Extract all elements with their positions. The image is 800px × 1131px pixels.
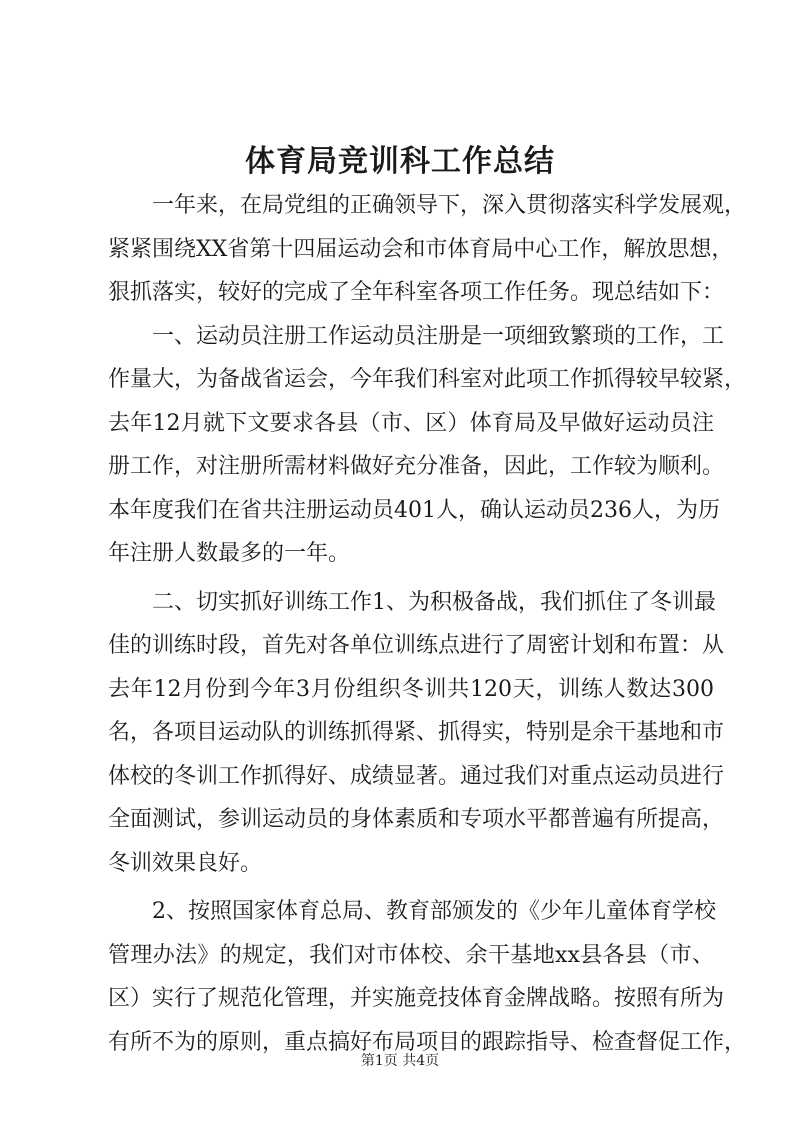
page-title: 体育局竞训科工作总结	[245, 144, 555, 179]
paragraph-line: 去年12月份到今年3月份组织冬训共120天，训练人数达300	[108, 676, 714, 702]
paragraph-line: 区）实行了规范化管理，并实施竞技体育金牌战略。按照有所为	[108, 986, 725, 1011]
paragraph-line: 紧紧围绕XX省第十四届运动会和市体育局中心工作，解放思想，	[108, 236, 734, 262]
paragraph-line: 2、按照国家体育总局、教育部颁发的《少年儿童体育学校	[152, 899, 716, 924]
paragraph-line: 佳的训练时段，首先对各单位训练点进行了周密计划和布置：从	[108, 633, 725, 658]
paragraph-line: 名，各项目运动队的训练抓得紧、抓得实，特别是余干基地和市	[108, 720, 725, 745]
paragraph-line: 一年来，在局党组的正确领导下，深入贯彻落实科学发展观，	[152, 193, 747, 218]
paragraph-line: 管理办法》的规定，我们对市体校、余干基地xx县各县（市、	[108, 942, 714, 968]
paragraph-line: 有所不为的原则，重点搞好布局项目的跟踪指导、检查督促工作，	[108, 1029, 747, 1055]
paragraph-line: 冬训效果良好。	[108, 850, 263, 876]
document-body	[108, 184, 747, 1064]
paragraph-line: 作量大，为备战省运会，今年我们科室对此项工作抓得较早较紧，	[108, 367, 747, 392]
paragraph-line: 册工作，对注册所需材料做好充分准备，因此，工作较为顺利。	[108, 454, 725, 479]
paragraph-line: 二、切实抓好训练工作1、为积极备战，我们抓住了冬训最	[152, 589, 716, 615]
paragraph-line: 一、运动员注册工作运动员注册是一项细致繁琐的工作，工	[152, 323, 725, 349]
page-footer: 第1页 共4页	[360, 1053, 440, 1069]
paragraph-line: 狠抓落实，较好的完成了全年科室各项工作任务。现总结如下：	[108, 280, 725, 305]
paragraph-line: 全面测试，参训运动员的身体素质和专项水平都普遍有所提高，	[108, 807, 725, 832]
paragraph-line: 体校的冬训工作抓得好、成绩显著。通过我们对重点运动员进行	[108, 763, 725, 789]
paragraph-line: 去年12月就下文要求各县（市、区）体育局及早做好运动员注	[108, 410, 714, 436]
paragraph-line: 本年度我们在省共注册运动员401人，确认运动员236人，为历	[108, 497, 720, 523]
paragraph-line: 年注册人数最多的一年。	[108, 541, 351, 566]
